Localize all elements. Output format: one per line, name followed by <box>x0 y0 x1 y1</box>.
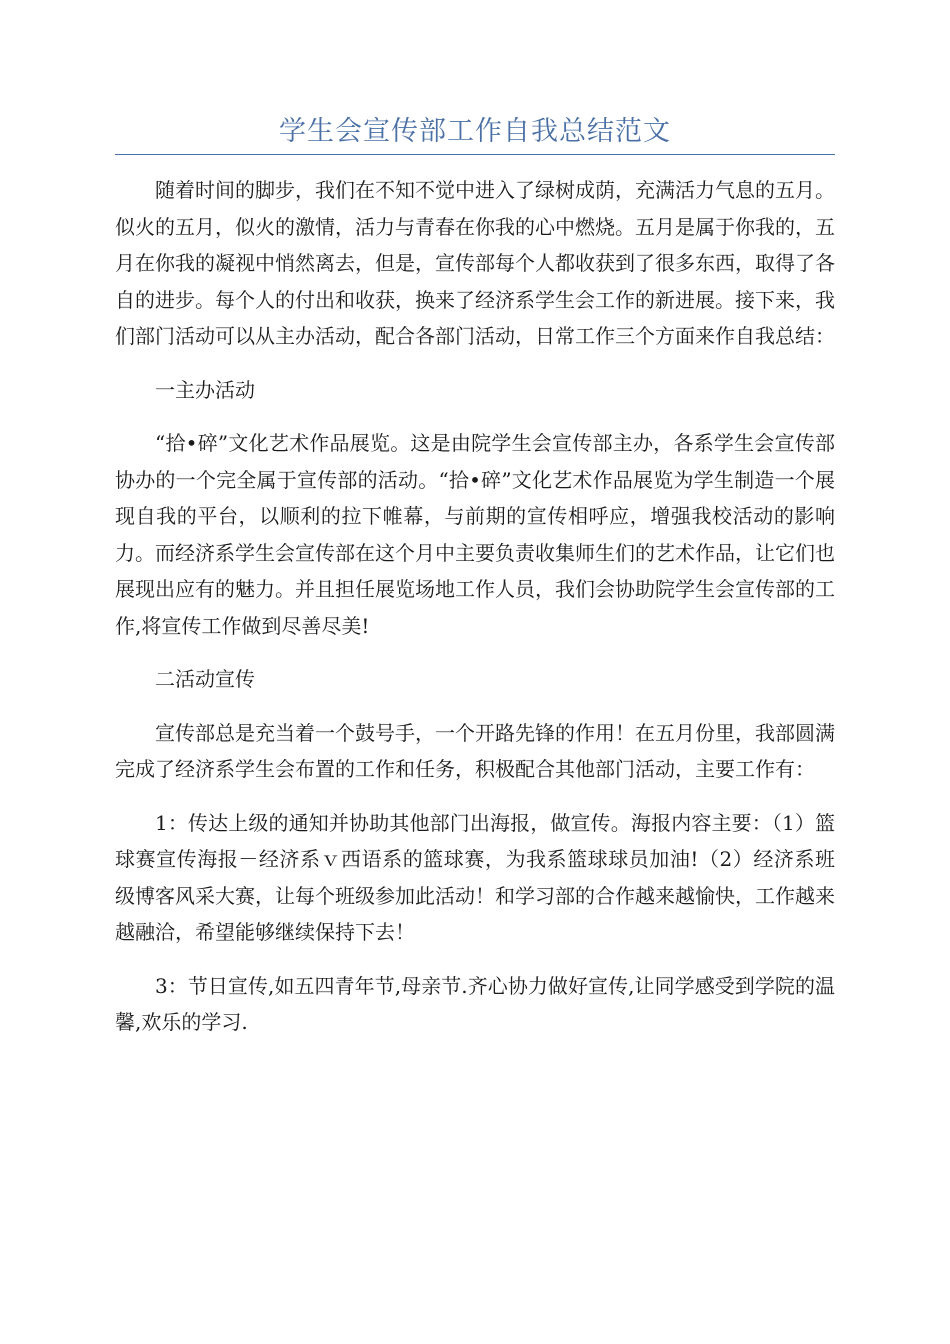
title-underline <box>115 154 835 155</box>
document-body <box>115 172 835 1058</box>
section-heading-hosted-activities: 一主办活动 <box>155 377 255 402</box>
section-heading-activity-promotion: 二活动宣传 <box>155 667 255 691</box>
exhibition-paragraph: “拾•碎”文化艺术作品展览。这是由院学生会宣传部主办，各系学生会宣传部协办的一个完全属于宣传部的活动。“拾•碎”文化艺术作品展览为学生制造一个展现自我的平台，以顺利的拉下帷幕，与前期的宣传相呼应，增强我校活动的影响力。而经济系学生会宣传部在这个月中主要负责收集师生们的艺术作品，让它们也展现出应有的魅力。并且担任展览场地工作人员，我们会协助院学生会宣传部的工作,将宣传工作做到尽善尽美! <box>115 431 835 638</box>
intro-paragraph: 随着时间的脚步，我们在不知不觉中进入了绿树成荫，充满活力气息的五月。似火的五月，似火的激情，活力与青春在你我的心中燃烧。五月是属于你我的，五月在你我的凝视中悄然离去，但是，宣传部每个人都收获到了很多东西，取得了各自的进步。每个人的付出和收获，换来了经济系学生会工作的新进展。接下来，我们部门活动可以从主办活动，配合各部门活动，日常工作三个方面来作自我总结： <box>115 178 835 348</box>
promotion-intro-paragraph: 宣传部总是充当着一个鼓号手，一个开路先锋的作用！在五月份里，我部圆满完成了经济系学生会布置的工作和任务，积极配合其他部门活动，主要工作有： <box>115 720 835 781</box>
document-title: 学生会宣传部工作自我总结范文 <box>279 116 671 147</box>
holiday-promotion-paragraph: 3：节日宣传,如五四青年节,母亲节.齐心协力做好宣传,让同学感受到学院的温馨,欢乐的学习. <box>115 973 835 1034</box>
poster-work-paragraph: 1：传达上级的通知并协助其他部门出海报，做宣传。海报内容主要：（1）篮球赛宣传海报－经济系ｖ西语系的篮球赛，为我系篮球球员加油!（2）经济系班级博客风采大赛，让每个班级参加此活动！和学习部的合作越来越愉快，工作越来越融洽，希望能够继续保持下去！ <box>115 810 835 944</box>
